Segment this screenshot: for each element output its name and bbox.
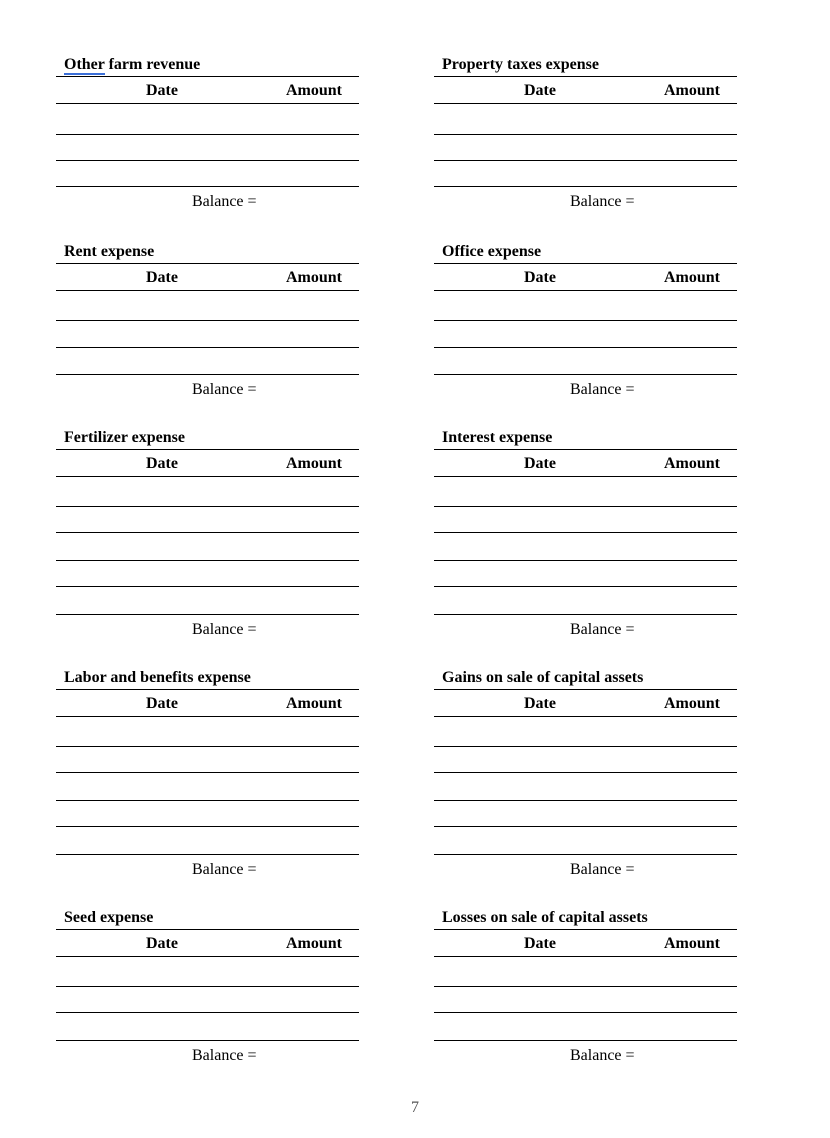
account-title [64,56,200,74]
date-header: Date [146,455,178,472]
header-rule [434,103,737,104]
amount-header: Amount [664,695,721,712]
entry-line [56,134,359,135]
header-rule [434,716,737,717]
amount-header: Amount [286,455,343,472]
account-title-rest: farm revenue [104,56,201,73]
account-title: Losses on sale of capital assets [442,909,648,926]
page-number: 7 [411,1099,419,1116]
balance-label: Balance = [192,193,257,210]
entry-line [56,1012,359,1013]
amount-header: Amount [664,82,721,99]
balance-label: Balance = [570,861,635,878]
entry-line [434,532,737,533]
entry-line [56,560,359,561]
title-rule [56,449,359,450]
header-rule [56,476,359,477]
title-rule [56,76,359,77]
amount-header: Amount [286,269,343,286]
account-title: Seed expense [64,909,154,926]
header-rule [56,290,359,291]
account-title: Rent expense [64,243,155,260]
date-header: Date [146,82,178,99]
account-title: Office expense [442,243,542,260]
entry-line [56,746,359,747]
spellcheck-word: Other [64,56,105,73]
entry-line [434,1012,737,1013]
entry-line [434,854,737,855]
title-rule [56,263,359,264]
entry-line [434,134,737,135]
entry-line [434,586,737,587]
account-title: Gains on sale of capital assets [442,669,644,686]
amount-header: Amount [664,455,721,472]
entry-line [56,374,359,375]
entry-line [434,320,737,321]
title-rule [434,449,737,450]
title-rule [56,689,359,690]
entry-line [56,614,359,615]
date-header: Date [146,935,178,952]
balance-label: Balance = [570,621,635,638]
date-header: Date [146,695,178,712]
header-rule [434,476,737,477]
header-rule [434,956,737,957]
entry-line [434,374,737,375]
date-header: Date [146,269,178,286]
date-header: Date [524,82,556,99]
balance-label: Balance = [192,621,257,638]
date-header: Date [524,269,556,286]
balance-label: Balance = [192,1047,257,1064]
header-rule [56,956,359,957]
entry-line [434,800,737,801]
title-rule [434,689,737,690]
title-rule [434,929,737,930]
entry-line [434,506,737,507]
balance-label: Balance = [192,381,257,398]
entry-line [56,800,359,801]
header-rule [434,290,737,291]
title-rule [434,263,737,264]
amount-header: Amount [286,82,343,99]
entry-line [56,826,359,827]
entry-line [56,1040,359,1041]
balance-label: Balance = [570,381,635,398]
entry-line [434,160,737,161]
date-header: Date [524,935,556,952]
account-title: Fertilizer expense [64,429,185,446]
entry-line [56,347,359,348]
entry-line [56,186,359,187]
balance-label: Balance = [192,861,257,878]
entry-line [56,532,359,533]
account-title: Interest expense [442,429,553,446]
entry-line [434,614,737,615]
entry-line [56,986,359,987]
entry-line [434,1040,737,1041]
entry-line [434,347,737,348]
amount-header: Amount [286,935,343,952]
balance-label: Balance = [570,193,635,210]
entry-line [434,772,737,773]
header-rule [56,716,359,717]
entry-line [56,854,359,855]
entry-line [434,186,737,187]
entry-line [434,746,737,747]
entry-line [56,506,359,507]
account-title: Property taxes expense [442,56,599,73]
entry-line [434,560,737,561]
date-header: Date [524,455,556,472]
entry-line [56,586,359,587]
entry-line [56,772,359,773]
entry-line [434,826,737,827]
entry-line [434,986,737,987]
title-rule [434,76,737,77]
account-title: Labor and benefits expense [64,669,251,686]
entry-line [56,320,359,321]
balance-label: Balance = [570,1047,635,1064]
amount-header: Amount [664,269,721,286]
title-rule [56,929,359,930]
amount-header: Amount [286,695,343,712]
amount-header: Amount [664,935,721,952]
date-header: Date [524,695,556,712]
entry-line [56,160,359,161]
header-rule [56,103,359,104]
